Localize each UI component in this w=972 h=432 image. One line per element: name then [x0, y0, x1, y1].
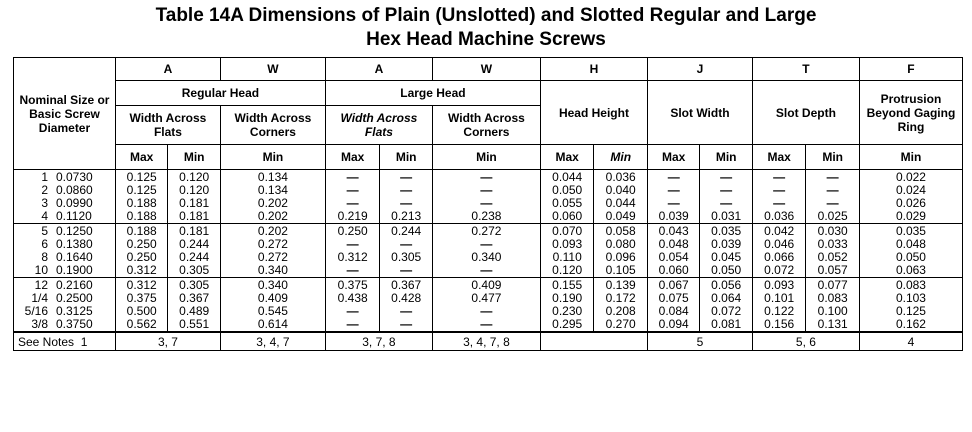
nominal-size: 5/16 [24, 304, 48, 318]
table-cell: — [380, 184, 433, 197]
table-cell: 0.093 [752, 278, 806, 293]
table-cell: 0.134 [220, 170, 325, 185]
table-cell: 0.039 [647, 210, 699, 224]
table-cell: 0.500 [115, 305, 167, 318]
table-cell: — [432, 318, 540, 332]
nominal-size-cell [14, 278, 116, 293]
table-cell: 0.080 [594, 238, 648, 251]
notes-large-flats: 3, 7, 8 [325, 332, 432, 351]
table-cell: 0.272 [220, 251, 325, 264]
table-cell: — [806, 184, 860, 197]
table-cell: 0.202 [220, 224, 325, 239]
table-cell: 0.134 [220, 184, 325, 197]
table-cell: 0.083 [806, 292, 860, 305]
table-cell: 0.202 [220, 210, 325, 224]
table-cell: 0.035 [700, 224, 752, 239]
large-width-corners-header: Width Across Corners [432, 106, 540, 145]
notes-protrusion: 4 [859, 332, 962, 351]
table-cell: 0.101 [752, 292, 806, 305]
min-label: Min [220, 145, 325, 170]
col-letter-w-regular: W [220, 58, 325, 81]
nominal-size: 5 [41, 224, 48, 238]
table-cell: 0.428 [380, 292, 433, 305]
table-cell: 0.120 [168, 184, 221, 197]
table-cell: — [325, 170, 380, 185]
table-row [14, 264, 963, 278]
table-cell: — [380, 197, 433, 210]
table-cell: 0.043 [647, 224, 699, 239]
table-cell: 0.122 [752, 305, 806, 318]
table-cell: 0.188 [115, 224, 167, 239]
table-cell: 0.270 [594, 318, 648, 332]
notes-head-height [540, 332, 647, 351]
min-label: Min [380, 145, 433, 170]
basic-diameter: 0.2500 [56, 291, 93, 305]
table-cell: — [380, 318, 433, 332]
table-cell: 0.110 [540, 251, 594, 264]
nominal-size: 6 [41, 237, 48, 251]
table-cell: — [380, 238, 433, 251]
basic-diameter: 0.3125 [56, 304, 93, 318]
basic-diameter: 0.1380 [56, 237, 93, 251]
table-cell: 0.125 [115, 170, 167, 185]
table-row [14, 224, 963, 239]
table-title-line-1: Table 14A Dimensions of Plain (Unslotted) and Slotted Regular and Large [155, 5, 817, 26]
table-cell: 0.230 [540, 305, 594, 318]
table-cell: 0.084 [647, 305, 699, 318]
table-cell: 0.039 [700, 238, 752, 251]
table-cell: 0.036 [752, 210, 806, 224]
table-row [14, 318, 963, 332]
table-cell: 0.036 [594, 170, 648, 185]
nominal-size: 10 [34, 263, 48, 277]
nominal-size: 3/8 [31, 317, 48, 331]
table-cell: 0.562 [115, 318, 167, 332]
table-cell: 0.058 [594, 224, 648, 239]
table-cell: 0.060 [647, 264, 699, 278]
max-label: Max [540, 145, 594, 170]
table-cell: 0.312 [325, 251, 380, 264]
table-cell: 0.272 [220, 238, 325, 251]
table-cell: — [380, 170, 433, 185]
table-row [14, 170, 963, 185]
table-cell: 0.075 [647, 292, 699, 305]
table-cell: — [647, 197, 699, 210]
table-cell: — [325, 264, 380, 278]
table-cell: 0.077 [806, 278, 860, 293]
table-cell: 0.305 [380, 251, 433, 264]
table-cell: — [325, 305, 380, 318]
table-cell: 0.030 [806, 224, 860, 239]
table-cell: 0.022 [859, 170, 962, 185]
nominal-size: 1/4 [31, 291, 48, 305]
see-notes-nominal: 1 [80, 334, 88, 349]
table-cell: — [325, 184, 380, 197]
basic-diameter: 0.3750 [56, 317, 93, 331]
table-cell: 0.367 [168, 292, 221, 305]
table-cell: 0.155 [540, 278, 594, 293]
table-cell: 0.094 [647, 318, 699, 332]
table-cell: — [752, 197, 806, 210]
table-cell: 0.244 [168, 251, 221, 264]
table-cell: 0.040 [594, 184, 648, 197]
nominal-size-cell [14, 170, 116, 185]
col-letter-a-large: A [325, 58, 432, 81]
notes-slot-width: 5 [647, 332, 752, 351]
table-cell: 0.250 [115, 238, 167, 251]
col-letter-a-regular: A [115, 58, 220, 81]
nominal-size-cell [14, 264, 116, 278]
table-cell: 0.029 [859, 210, 962, 224]
table-cell: 0.064 [700, 292, 752, 305]
nominal-size: 3 [41, 196, 48, 210]
table-cell: — [806, 170, 860, 185]
table-cell: 0.052 [806, 251, 860, 264]
table-cell: 0.162 [859, 318, 962, 332]
table-cell: 0.105 [594, 264, 648, 278]
table-cell: 0.340 [220, 278, 325, 293]
table-cell: 0.375 [325, 278, 380, 293]
min-label: Min [594, 145, 648, 170]
table-cell: 0.031 [700, 210, 752, 224]
table-cell: 0.042 [752, 224, 806, 239]
table-cell: 0.103 [859, 292, 962, 305]
table-body [14, 170, 963, 333]
table-cell: 0.181 [168, 210, 221, 224]
min-label: Min [806, 145, 860, 170]
regular-width-flats-header: Width Across Flats [115, 106, 220, 145]
table-cell: 0.340 [220, 264, 325, 278]
head-height-header: Head Height [540, 81, 647, 145]
table-cell: 0.048 [859, 238, 962, 251]
table-cell: 0.024 [859, 184, 962, 197]
basic-diameter: 0.1120 [56, 209, 92, 223]
min-label: Min [859, 145, 962, 170]
nominal-size-cell [14, 210, 116, 224]
table-cell: 0.057 [806, 264, 860, 278]
table-cell: 0.026 [859, 197, 962, 210]
table-cell: — [380, 264, 433, 278]
table-title-line-2: Hex Head Machine Screws [366, 29, 606, 50]
table-cell: — [752, 170, 806, 185]
table-cell: 0.489 [168, 305, 221, 318]
basic-diameter: 0.1900 [56, 263, 93, 277]
table-cell: 0.066 [752, 251, 806, 264]
table-cell: 0.049 [594, 210, 648, 224]
table-cell: 0.063 [859, 264, 962, 278]
table-cell: — [432, 170, 540, 185]
max-label: Max [752, 145, 806, 170]
max-label: Max [325, 145, 380, 170]
table-cell: 0.125 [115, 184, 167, 197]
table-cell: 0.238 [432, 210, 540, 224]
table-cell: 0.181 [168, 197, 221, 210]
nominal-size: 1 [41, 170, 48, 184]
table-cell: — [325, 238, 380, 251]
dimensions-table [13, 57, 963, 351]
table-cell: 0.083 [859, 278, 962, 293]
table-cell: 0.244 [168, 238, 221, 251]
table-row [14, 278, 963, 293]
table-cell: 0.025 [806, 210, 860, 224]
col-letter-h: H [540, 58, 647, 81]
table-cell: — [806, 197, 860, 210]
table-cell: 0.054 [647, 251, 699, 264]
min-label: Min [432, 145, 540, 170]
table-cell: 0.202 [220, 197, 325, 210]
table-cell: 0.190 [540, 292, 594, 305]
see-notes-label: See Notes [18, 334, 75, 349]
table-cell: 0.096 [594, 251, 648, 264]
max-label: Max [647, 145, 699, 170]
table-row [14, 210, 963, 224]
table-cell: 0.044 [540, 170, 594, 185]
table-cell: 0.172 [594, 292, 648, 305]
table-cell: 0.072 [700, 305, 752, 318]
table-cell: 0.060 [540, 210, 594, 224]
basic-diameter: 0.0860 [56, 183, 93, 197]
table-cell: 0.181 [168, 224, 221, 239]
nominal-size: 4 [41, 209, 48, 223]
table-cell: 0.046 [752, 238, 806, 251]
table-cell: — [752, 184, 806, 197]
slot-width-header: Slot Width [647, 81, 752, 145]
table-cell: 0.340 [432, 251, 540, 264]
table-cell: — [432, 305, 540, 318]
protrusion-header: Protrusion Beyond Gaging Ring [859, 81, 962, 145]
min-label: Min [168, 145, 221, 170]
table-cell: — [647, 170, 699, 185]
table-cell: 0.045 [700, 251, 752, 264]
table-cell: 0.312 [115, 264, 167, 278]
nominal-size-cell [14, 318, 116, 332]
table-cell: 0.375 [115, 292, 167, 305]
table-cell: 0.188 [115, 210, 167, 224]
table-cell: 0.305 [168, 264, 221, 278]
table-cell: 0.050 [700, 264, 752, 278]
table-cell: — [700, 184, 752, 197]
table-cell: 0.295 [540, 318, 594, 332]
table-cell: 0.156 [752, 318, 806, 332]
table-cell: 0.100 [806, 305, 860, 318]
table-cell: 0.072 [752, 264, 806, 278]
table-cell: 0.244 [380, 224, 433, 239]
table-cell: 0.035 [859, 224, 962, 239]
see-notes-cell [14, 332, 116, 351]
table-cell: 0.545 [220, 305, 325, 318]
large-width-flats-header: Width Across Flats [325, 106, 432, 145]
basic-diameter: 0.1640 [56, 250, 93, 264]
notes-regular-corners: 3, 4, 7 [220, 332, 325, 351]
table-cell: 0.125 [859, 305, 962, 318]
nominal-size-cell [14, 224, 116, 239]
table-cell: — [700, 197, 752, 210]
table-cell: 0.120 [540, 264, 594, 278]
table-cell: 0.250 [115, 251, 167, 264]
table-cell: — [432, 197, 540, 210]
max-label: Max [115, 145, 167, 170]
table-cell: 0.272 [432, 224, 540, 239]
table-cell: — [325, 197, 380, 210]
regular-width-corners-header: Width Across Corners [220, 106, 325, 145]
table-cell: 0.067 [647, 278, 699, 293]
table-cell: — [380, 305, 433, 318]
basic-diameter: 0.1250 [56, 224, 93, 238]
col-letter-t: T [752, 58, 859, 81]
table-cell: 0.139 [594, 278, 648, 293]
slot-depth-header: Slot Depth [752, 81, 859, 145]
table-cell: 0.312 [115, 278, 167, 293]
table-cell: 0.305 [168, 278, 221, 293]
large-head-header: Large Head [325, 81, 540, 106]
table-cell: 0.188 [115, 197, 167, 210]
regular-head-header: Regular Head [115, 81, 325, 106]
table-cell: 0.044 [594, 197, 648, 210]
table-cell: 0.081 [700, 318, 752, 332]
col-letter-w-large: W [432, 58, 540, 81]
table-cell: 0.219 [325, 210, 380, 224]
table-cell: — [325, 318, 380, 332]
table-cell: 0.120 [168, 170, 221, 185]
table-cell: 0.056 [700, 278, 752, 293]
nominal-size-header: Nominal Size or Basic Screw Diameter [14, 58, 116, 170]
table-cell: 0.213 [380, 210, 433, 224]
table-cell: 0.614 [220, 318, 325, 332]
table-cell: 0.050 [540, 184, 594, 197]
notes-large-corners: 3, 4, 7, 8 [432, 332, 540, 351]
table-cell: — [432, 264, 540, 278]
table-cell: 0.208 [594, 305, 648, 318]
table-cell: 0.477 [432, 292, 540, 305]
notes-regular-flats: 3, 7 [115, 332, 220, 351]
col-letter-f: F [859, 58, 962, 81]
table-cell: 0.438 [325, 292, 380, 305]
basic-diameter: 0.0990 [56, 196, 93, 210]
basic-diameter: 0.2160 [56, 278, 93, 292]
table-cell: 0.409 [432, 278, 540, 293]
table-cell: 0.093 [540, 238, 594, 251]
table-cell: 0.050 [859, 251, 962, 264]
min-label: Min [700, 145, 752, 170]
table-cell: — [647, 184, 699, 197]
nominal-size: 2 [41, 183, 48, 197]
nominal-size: 8 [41, 250, 48, 264]
table-cell: 0.055 [540, 197, 594, 210]
table-cell: 0.070 [540, 224, 594, 239]
table-cell: — [432, 238, 540, 251]
table-cell: 0.131 [806, 318, 860, 332]
table-cell: 0.048 [647, 238, 699, 251]
table-cell: 0.551 [168, 318, 221, 332]
nominal-size: 12 [34, 278, 48, 292]
table-cell: — [700, 170, 752, 185]
table-cell: 0.409 [220, 292, 325, 305]
basic-diameter: 0.0730 [56, 170, 93, 184]
table-cell: — [432, 184, 540, 197]
col-letter-j: J [647, 58, 752, 81]
notes-slot-depth: 5, 6 [752, 332, 859, 351]
table-cell: 0.367 [380, 278, 433, 293]
table-cell: 0.033 [806, 238, 860, 251]
table-cell: 0.250 [325, 224, 380, 239]
